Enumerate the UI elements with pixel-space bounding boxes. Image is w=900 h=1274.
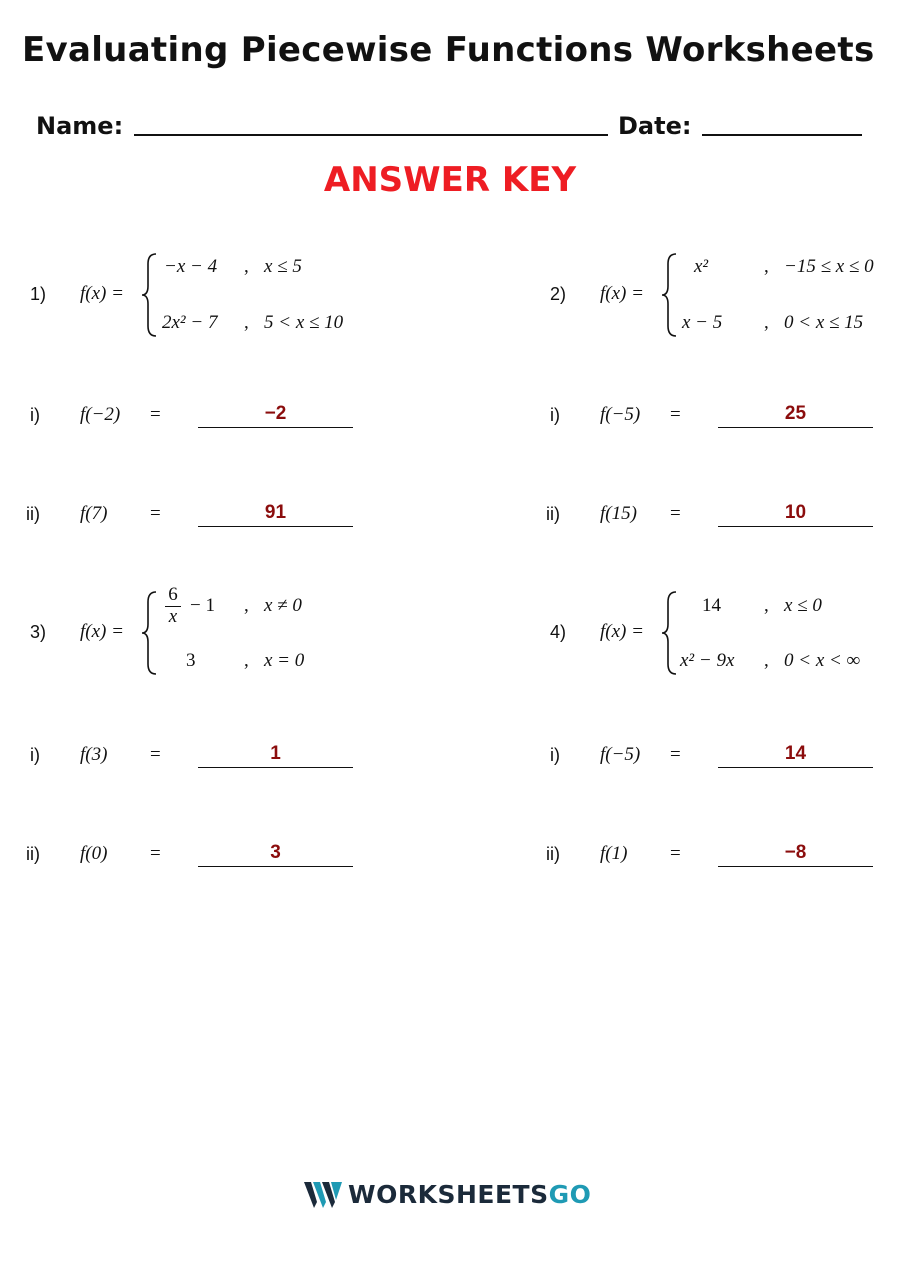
date-label: Date: xyxy=(618,112,692,140)
function-call: f(3) xyxy=(80,744,108,765)
case-comma: , xyxy=(244,256,249,277)
case-condition: x ≤ 0 xyxy=(784,595,822,616)
function-call: f(−2) xyxy=(80,404,121,425)
answer-blank[interactable] xyxy=(198,526,353,527)
case-condition: 0 < x ≤ 15 xyxy=(784,312,864,333)
part-label: ii) xyxy=(26,504,40,524)
function-call: f(0) xyxy=(80,843,108,864)
function-call: f(−5) xyxy=(600,744,641,765)
equals-sign: = xyxy=(150,744,161,765)
equals-sign: = xyxy=(150,843,161,864)
case-comma: , xyxy=(764,312,769,333)
part-label: i) xyxy=(550,405,560,425)
answer-blank[interactable] xyxy=(198,767,353,768)
fraction-denominator: x xyxy=(168,606,178,627)
fraction-numerator: 6 xyxy=(168,584,178,605)
case-condition: x = 0 xyxy=(264,650,305,671)
answer-blank[interactable] xyxy=(718,427,873,428)
case-expression: x² − 9x xyxy=(680,650,735,671)
equals-sign: = xyxy=(670,404,681,425)
function-call: f(7) xyxy=(80,503,108,524)
case-expression: x² xyxy=(694,256,709,277)
case-expression: 3 xyxy=(186,650,196,671)
answer-blank[interactable] xyxy=(198,866,353,867)
function-label: f(x) = xyxy=(80,621,124,642)
case-expression: −x − 4 xyxy=(164,256,218,277)
answer-blank[interactable] xyxy=(718,866,873,867)
answer-value: −2 xyxy=(264,403,287,424)
function-label: f(x) = xyxy=(600,283,644,304)
logo-text-part1: WORKSHEETS xyxy=(348,1180,549,1209)
left-brace-icon xyxy=(660,250,678,340)
case-comma: , xyxy=(244,312,249,333)
case-comma: , xyxy=(244,595,249,616)
equals-sign: = xyxy=(150,404,161,425)
case-comma: , xyxy=(764,650,769,671)
left-brace-icon xyxy=(660,588,678,678)
function-call: f(−5) xyxy=(600,404,641,425)
equals-sign: = xyxy=(150,503,161,524)
answer-value: 3 xyxy=(270,842,281,863)
answer-blank[interactable] xyxy=(198,427,353,428)
left-brace-icon xyxy=(140,588,158,678)
function-call: f(1) xyxy=(600,843,628,864)
logo-text-part2: GO xyxy=(548,1180,592,1209)
problem-number: 3) xyxy=(30,622,47,642)
answer-blank[interactable] xyxy=(718,767,873,768)
case-condition: −15 ≤ x ≤ 0 xyxy=(784,256,874,277)
date-field[interactable] xyxy=(702,134,862,136)
answer-key-heading: ANSWER KEY xyxy=(323,160,577,200)
case-condition: 0 < x < ∞ xyxy=(784,650,861,671)
case-comma: , xyxy=(764,256,769,277)
name-label: Name: xyxy=(36,112,124,140)
part-label: i) xyxy=(30,405,40,425)
function-call: f(15) xyxy=(600,503,637,524)
case-condition: x ≤ 5 xyxy=(264,256,302,277)
equals-sign: = xyxy=(670,843,681,864)
part-label: i) xyxy=(550,745,560,765)
part-label: i) xyxy=(30,745,40,765)
case-condition: x ≠ 0 xyxy=(264,595,302,616)
left-brace-icon xyxy=(140,250,158,340)
equals-sign: = xyxy=(670,744,681,765)
answer-blank[interactable] xyxy=(718,526,873,527)
equals-sign: = xyxy=(670,503,681,524)
part-label: ii) xyxy=(546,504,560,524)
worksheetsgo-logo xyxy=(348,1180,591,1209)
answer-value: 10 xyxy=(784,502,807,523)
case-condition: 5 < x ≤ 10 xyxy=(264,312,344,333)
function-label: f(x) = xyxy=(600,621,644,642)
part-label: ii) xyxy=(546,844,560,864)
case-comma: , xyxy=(764,595,769,616)
answer-value: 14 xyxy=(784,743,807,764)
case-comma: , xyxy=(244,650,249,671)
case-expression: 14 xyxy=(702,595,721,616)
case-expression: 2x² − 7 xyxy=(162,312,218,333)
problem-number: 4) xyxy=(550,622,567,642)
page-title: Evaluating Piecewise Functions Worksheets xyxy=(22,30,875,70)
answer-value: 1 xyxy=(270,743,281,764)
worksheetsgo-logo-icon xyxy=(304,1180,344,1210)
answer-value: 91 xyxy=(264,502,287,523)
name-field[interactable] xyxy=(134,134,608,136)
case-expression: − 1 xyxy=(190,595,215,616)
problem-number: 2) xyxy=(550,284,567,304)
answer-value: 25 xyxy=(784,403,807,424)
answer-value: −8 xyxy=(784,842,807,863)
problem-number: 1) xyxy=(30,284,47,304)
case-expression: x − 5 xyxy=(682,312,723,333)
part-label: ii) xyxy=(26,844,40,864)
function-label: f(x) = xyxy=(80,283,124,304)
